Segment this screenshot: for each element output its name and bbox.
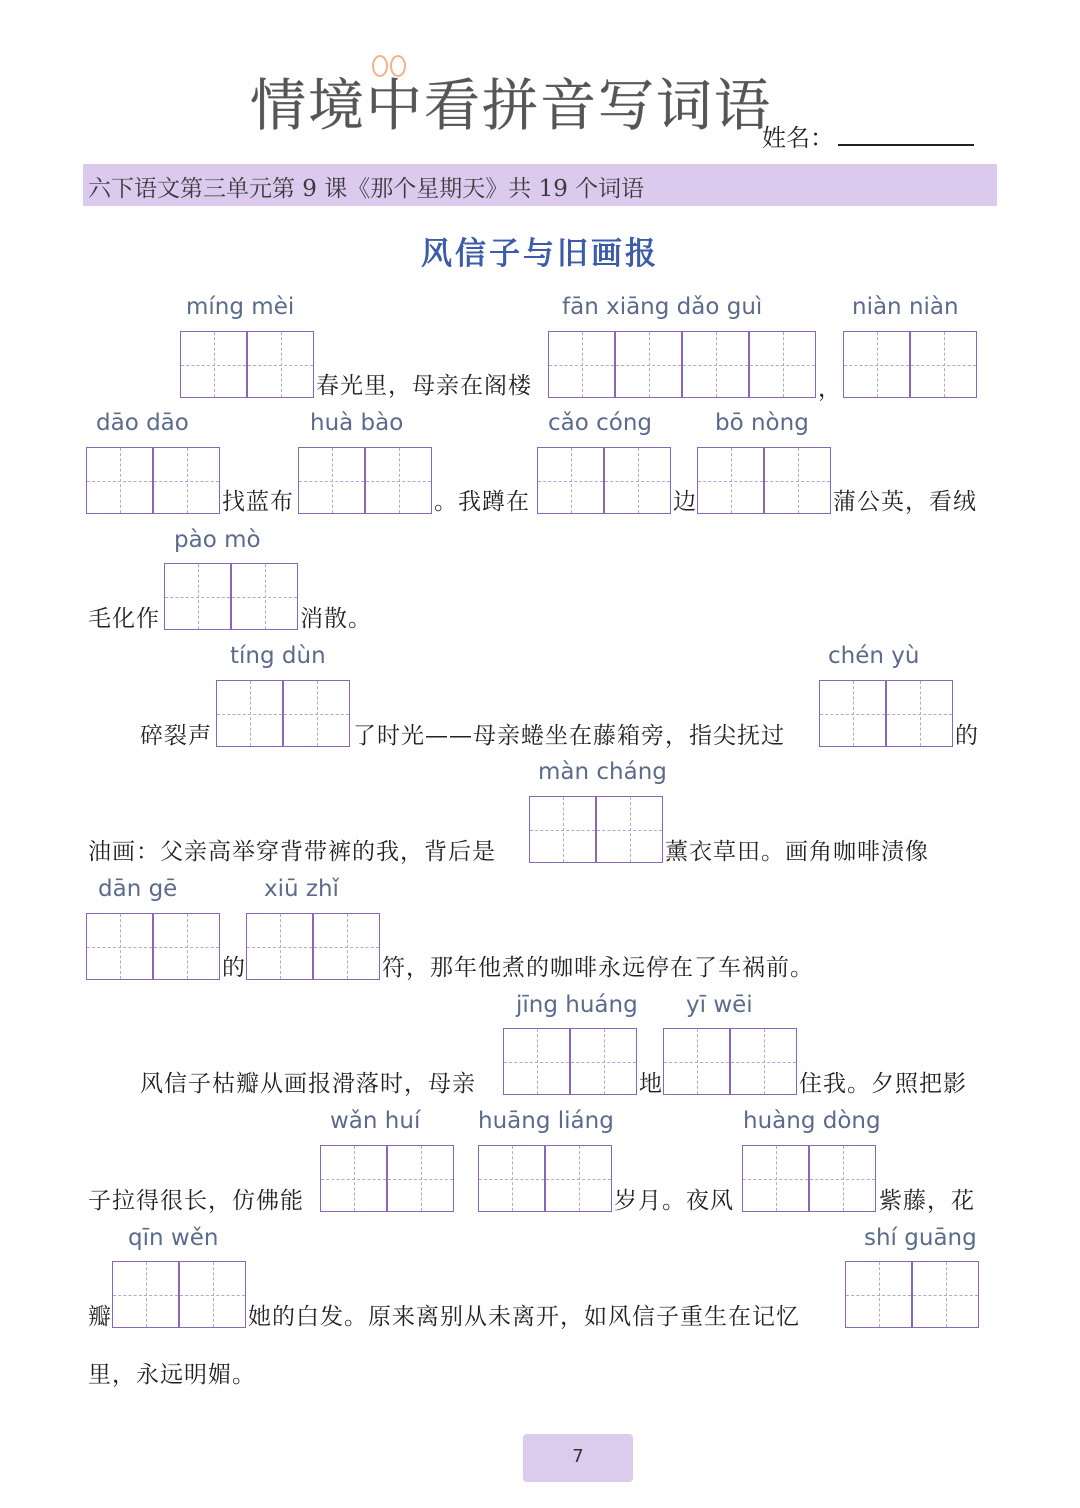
sentence-text: 岁月。夜风: [614, 1188, 734, 1214]
writing-cell[interactable]: [742, 1145, 809, 1212]
sentence-text: 地: [639, 1071, 663, 1097]
sentence-text: 她的白发。原来离别从未离开，如风信子重生在记忆: [248, 1304, 800, 1330]
sentence-text: 的: [955, 723, 979, 749]
pinyin-label: míng mèi: [186, 294, 295, 320]
sentence-text: 油画：父亲高举穿背带裤的我，背后是: [88, 839, 496, 865]
writing-cell[interactable]: [596, 796, 663, 863]
writing-cell[interactable]: [298, 447, 365, 514]
writing-cell[interactable]: [749, 331, 816, 398]
writing-cell[interactable]: [615, 331, 682, 398]
writing-cell[interactable]: [246, 913, 313, 980]
name-label: 姓名：: [762, 124, 834, 152]
pinyin-label: chén yù: [828, 643, 920, 669]
sentence-text: 薰衣草田。画角咖啡渍像: [665, 839, 929, 865]
writing-cell[interactable]: [112, 1261, 179, 1328]
sentence-text: 瓣: [88, 1304, 112, 1330]
sentence-text: 消散。: [300, 606, 372, 632]
writing-cell[interactable]: [845, 1261, 912, 1328]
writing-cell[interactable]: [730, 1028, 797, 1095]
sentence-text: 子拉得很长，仿佛能: [88, 1188, 304, 1214]
sentence-text: 紫藤，花: [879, 1188, 975, 1214]
pinyin-label: xiū zhǐ: [264, 876, 339, 902]
pinyin-label: màn cháng: [538, 759, 667, 785]
page-number: 7: [572, 1446, 584, 1467]
writing-cell[interactable]: [365, 447, 432, 514]
pinyin-label: dān gē: [98, 876, 178, 902]
pinyin-label: shí guāng: [864, 1225, 977, 1251]
sentence-text: 了时光——母亲蜷坐在藤箱旁，指尖抚过: [353, 723, 785, 749]
writing-cell[interactable]: [663, 1028, 730, 1095]
writing-cell[interactable]: [886, 680, 953, 747]
story-title: 风信子与旧画报: [421, 236, 659, 272]
pinyin-label: bō nòng: [715, 410, 809, 436]
writing-cell[interactable]: [153, 913, 220, 980]
writing-cell[interactable]: [153, 447, 220, 514]
pinyin-label: pào mò: [174, 527, 261, 553]
sentence-text: 里，永远明媚。: [88, 1362, 256, 1388]
writing-cell[interactable]: [570, 1028, 637, 1095]
writing-cell[interactable]: [247, 331, 314, 398]
sentence-text: 毛化作: [88, 606, 160, 632]
writing-cell[interactable]: [537, 447, 604, 514]
writing-cell[interactable]: [682, 331, 749, 398]
pinyin-label: huà bào: [310, 410, 404, 436]
pinyin-label: wǎn huí: [330, 1108, 421, 1134]
pinyin-label: huāng liáng: [478, 1108, 614, 1134]
writing-cell[interactable]: [764, 447, 831, 514]
writing-cell[interactable]: [548, 331, 615, 398]
writing-cell[interactable]: [320, 1145, 387, 1212]
pinyin-label: cǎo cóng: [548, 410, 653, 436]
sentence-text: 边: [673, 489, 697, 515]
sentence-text: 蒲公英，看绒: [833, 489, 977, 515]
pinyin-label: dāo dāo: [96, 410, 189, 436]
writing-cell[interactable]: [912, 1261, 979, 1328]
writing-cell[interactable]: [809, 1145, 876, 1212]
sentence-text: 符，那年他煮的咖啡永远停在了车祸前。: [382, 955, 814, 981]
writing-cell[interactable]: [86, 913, 153, 980]
pinyin-label: fān xiāng dǎo guì: [562, 294, 763, 320]
name-input-line[interactable]: [838, 144, 974, 146]
pinyin-label: niàn niàn: [852, 294, 959, 320]
writing-cell[interactable]: [545, 1145, 612, 1212]
pinyin-label: tíng dùn: [230, 643, 326, 669]
worksheet-title: 情境中看拼音写词语: [250, 74, 772, 139]
sentence-text: 春光里，母亲在阁楼: [316, 373, 532, 399]
sentence-text: ，: [818, 376, 842, 402]
writing-cell[interactable]: [843, 331, 910, 398]
sentence-text: 风信子枯瓣从画报滑落时，母亲: [140, 1071, 476, 1097]
writing-cell[interactable]: [86, 447, 153, 514]
writing-cell[interactable]: [478, 1145, 545, 1212]
sentence-text: 找蓝布: [222, 489, 294, 515]
writing-cell[interactable]: [180, 331, 247, 398]
pinyin-label: qīn wěn: [128, 1225, 219, 1251]
writing-cell[interactable]: [216, 680, 283, 747]
writing-cell[interactable]: [387, 1145, 454, 1212]
pinyin-label: huàng dòng: [743, 1108, 881, 1134]
writing-cell[interactable]: [503, 1028, 570, 1095]
sentence-text: 的: [222, 955, 246, 981]
pinyin-label: yī wēi: [686, 992, 753, 1018]
bunny-ears-icon: [366, 54, 414, 80]
writing-cell[interactable]: [231, 563, 298, 630]
writing-cell[interactable]: [697, 447, 764, 514]
lesson-banner-text: 六下语文第三单元第 9 课《那个星期天》共 19 个词语: [88, 176, 645, 202]
writing-cell[interactable]: [313, 913, 380, 980]
sentence-text: 住我。夕照把影: [799, 1071, 967, 1097]
writing-cell[interactable]: [910, 331, 977, 398]
writing-cell[interactable]: [164, 563, 231, 630]
sentence-text: 。我蹲在: [434, 489, 530, 515]
sentence-text: 碎裂声: [140, 723, 212, 749]
writing-cell[interactable]: [819, 680, 886, 747]
writing-cell[interactable]: [179, 1261, 246, 1328]
pinyin-label: jīng huáng: [516, 992, 638, 1018]
writing-cell[interactable]: [283, 680, 350, 747]
writing-cell[interactable]: [529, 796, 596, 863]
writing-cell[interactable]: [604, 447, 671, 514]
